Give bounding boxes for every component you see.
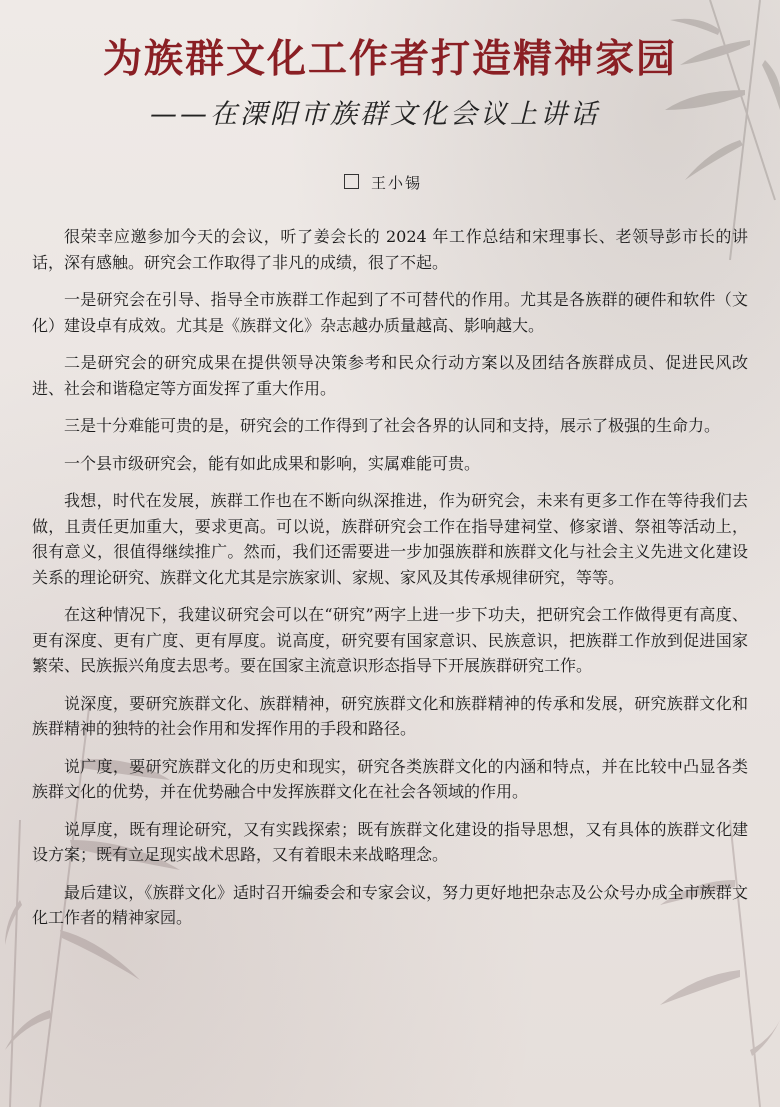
- article-subtitle: ——在溧阳市族群文化会议上讲话: [150, 99, 600, 130]
- paragraph: 很荣幸应邀参加今天的会议，听了姜会长的 2024 年工作总结和宋理事长、老领导彭市长的讲话，深有感触。研究会工作取得了非凡的成绩，很了不起。: [32, 227, 748, 272]
- author-box-icon: [344, 174, 359, 189]
- article-body: [32, 224, 748, 943]
- paragraph: 说厚度，既有理论研究，又有实践探索；既有族群文化建设的指导思想，又有具体的族群文化建设方案；既有立足现实战术思路，又有着眼未来战略理念。: [32, 819, 748, 864]
- paragraph: 一个县市级研究会，能有如此成果和影响，实属难能可贵。: [64, 453, 481, 473]
- author-line: [344, 172, 422, 193]
- paragraph: 二是研究会的研究成果在提供领导决策参考和民众行动方案以及团结各族群成员、促进民风改进、社会和谐稳定等方面发挥了重大作用。: [32, 353, 748, 398]
- paragraph: 三是十分难能可贵的是，研究会的工作得到了社会各界的认同和支持，展示了极强的生命力。: [64, 416, 721, 435]
- paragraph: 说广度，要研究族群文化的历史和现实，研究各类族群文化的内涵和特点，并在比较中凸显各类族群文化的优势，并在优势融合中发挥族群文化在社会各领域的作用。: [32, 756, 748, 801]
- paragraph: 我想，时代在发展，族群工作也在不断向纵深推进，作为研究会，未来有更多工作在等待我们去做，且责任更加重大，要求更高。可以说，族群研究会工作在指导建祠堂、修家谱、祭祖等活动上，很有意义，很值得继续推广。然而，我们还需要进一步加强族群和族群文化与社会主义先进文化建设关系的理论研究、族群文化尤其是宗族家训、家规、家风及其传承规律研究，等等。: [32, 491, 748, 587]
- author-name: 王小锡: [371, 174, 423, 192]
- paragraph: 说深度，要研究族群文化、族群精神，研究族群文化和族群精神的传承和发展，研究族群文化和族群精神的独特的社会作用和发挥作用的手段和路径。: [32, 693, 748, 738]
- article-title: 为族群文化工作者打造精神家园: [102, 37, 677, 82]
- paragraph: 最后建议，《族群文化》适时召开编委会和专家会议，努力更好地把杂志及公众号办成全市族群文化工作者的精神家园。: [32, 882, 748, 927]
- paragraph: 一是研究会在引导、指导全市族群工作起到了不可替代的作用。尤其是各族群的硬件和软件（文化）建设卓有成效。尤其是《族群文化》杂志越办质量越高、影响越大。: [32, 290, 748, 335]
- paragraph: 在这种情况下，我建议研究会可以在“研究”两字上进一步下功夫，把研究会工作做得更有高度、更有深度、更有广度、更有厚度。说高度，研究要有国家意识、民族意识，把族群工作放到促进国家繁荣、民族振兴角度去思考。要在国家主流意识形态指导下开展族群研究工作。: [32, 605, 748, 675]
